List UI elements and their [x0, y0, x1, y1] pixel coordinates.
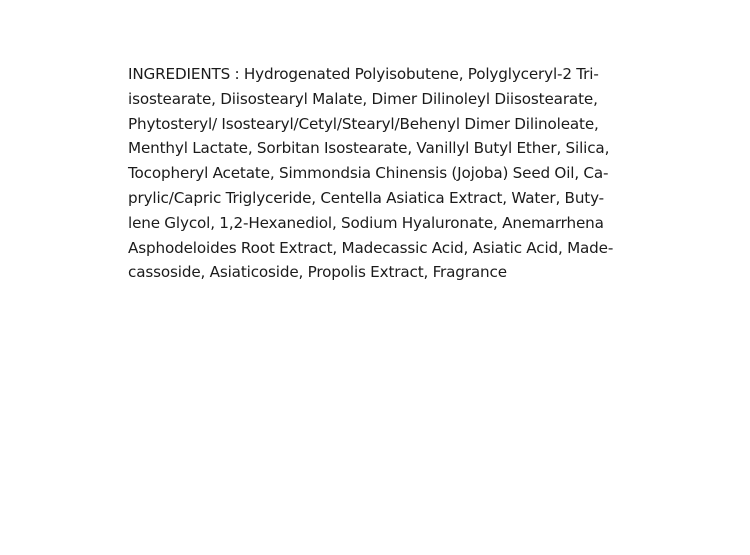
ingredients-line: Tocopheryl Acetate, Simmondsia Chinensis (Jojoba) Seed Oil, Ca- [128, 164, 609, 183]
ingredients-line: INGREDIENTS : Hydrogenated Polyisobutene, Polyglyceryl-2 Tri- [128, 65, 599, 83]
ingredients-line: Menthyl Lactate, Sorbitan Isostearate, Vanillyl Butyl Ether, Silica, [128, 139, 610, 158]
ingredients-line: cassoside, Asiaticoside, Propolis Extract, Fragrance [128, 263, 507, 282]
ingredients-list [128, 62, 628, 285]
ingredients-line: Phytosteryl/ Isostearyl/Cetyl/Stearyl/Behenyl Dimer Dilinoleate, [128, 114, 599, 133]
ingredients-line: Asphodeloides Root Extract, Madecassic Acid, Asiatic Acid, Made- [128, 238, 614, 257]
ingredients-line: lene Glycol, 1,2-Hexanediol, Sodium Hyaluronate, Anemarrhena [128, 213, 604, 232]
ingredients-line: isostearate, Diisostearyl Malate, Dimer Dilinoleyl Diisostearate, [128, 89, 598, 108]
ingredients-line: prylic/Capric Triglyceride, Centella Asiatica Extract, Water, Buty- [128, 188, 605, 207]
